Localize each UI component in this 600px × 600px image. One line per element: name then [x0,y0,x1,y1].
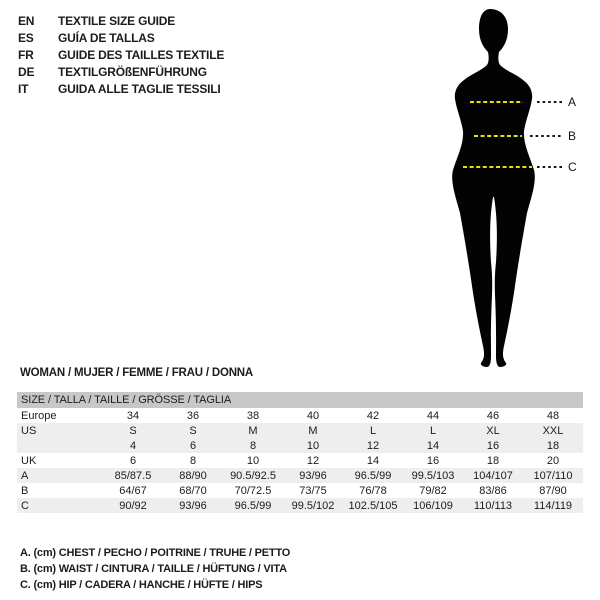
table-cell: 18 [486,454,500,467]
table-cell: 46 [486,409,500,422]
table-cell: 10 [306,439,320,452]
woman-silhouette-svg [430,0,600,380]
legend-hip: C. (cm) HIP / CADERA / HANCHE / HÜFTE / HIPS [20,579,263,591]
table-cell: M [308,424,318,437]
measure-label-b: B [568,129,577,143]
table-cell: L [429,424,437,437]
measurement-legend [20,545,290,593]
table-cell: 90.5/92.5 [230,469,276,482]
table-cell: 16 [426,454,440,467]
row-label: B [21,484,29,497]
section-title: WOMAN / MUJER / FEMME / FRAU / DONNA [20,367,254,379]
row-label: US [21,424,37,437]
table-cell: 83/86 [479,484,507,497]
table-row-hip-c [17,498,583,513]
table-row-uk [17,453,583,468]
table-cell: 36 [186,409,200,422]
table-cell: 99.5/103 [411,469,455,482]
guide-title-it: GUIDA ALLE TAGLIE TESSILI [58,81,221,96]
table-cell: 38 [246,409,260,422]
guide-title-de: TEXTILGRÖßENFÜHRUNG [58,64,207,79]
table-cell: 79/82 [419,484,447,497]
table-cell: 68/70 [179,484,207,497]
table-cell: 106/109 [413,499,453,512]
table-row-us-numbers [17,438,583,453]
table-cell: 70/72.5 [234,484,272,497]
size-table-header: SIZE / TALLA / TAILLE / GRÖSSE / TAGLIA [17,392,583,408]
language-row-en [18,12,348,29]
table-cell: 34 [126,409,140,422]
table-cell: L [369,424,377,437]
table-cell: 20 [546,454,560,467]
table-cell: 104/107 [473,469,513,482]
woman-silhouette-icon [452,9,535,367]
table-row-us-letters [17,423,583,438]
measure-label-a: A [568,95,577,109]
row-label: A [21,469,29,482]
legend-chest: A. (cm) CHEST / PECHO / POITRINE / TRUHE / PETTO [20,547,291,559]
table-cell: 40 [306,409,320,422]
table-cell: 96.5/99 [234,499,272,512]
table-cell: 14 [366,454,380,467]
table-cell: 85/87.5 [114,469,152,482]
table-cell: 87/90 [539,484,567,497]
row-label: Europe [21,409,57,422]
measurement-figure [430,0,600,380]
language-code-fr: FR [18,47,34,62]
table-cell: 18 [546,439,560,452]
language-row-it [18,80,348,97]
table-cell: 12 [366,439,380,452]
table-cell: S [129,424,137,437]
table-row-europe [17,408,583,423]
table-row-chest-a [17,468,583,483]
language-row-de [18,63,348,80]
row-label: UK [21,454,37,467]
table-cell: 16 [486,439,500,452]
table-cell: 114/119 [533,499,573,512]
table-cell: 14 [426,439,440,452]
row-label: C [21,499,29,512]
language-row-es [18,29,348,46]
table-cell: 64/67 [119,484,147,497]
table-cell: 12 [306,454,320,467]
guide-title-fr: GUIDE DES TAILLES TEXTILE [58,47,225,62]
table-cell: 93/96 [299,469,327,482]
language-code-it: IT [18,81,29,96]
measure-label-c: C [568,160,577,174]
table-cell: 73/75 [299,484,327,497]
language-guide-block [18,12,348,97]
table-cell: 110/113 [473,499,513,512]
language-code-de: DE [18,64,35,79]
language-row-fr [18,46,348,63]
table-cell: XL [486,424,500,437]
table-cell: 4 [129,439,137,452]
table-cell: XXL [542,424,564,437]
table-cell: M [248,424,258,437]
guide-title-en: TEXTILE SIZE GUIDE [58,13,176,28]
table-cell: 88/90 [179,469,207,482]
table-cell: 96.5/99 [354,469,392,482]
language-code-es: ES [18,30,34,45]
table-cell: S [189,424,197,437]
language-code-en: EN [18,13,35,28]
table-cell: 99.5/102 [291,499,335,512]
table-cell: 6 [189,439,197,452]
table-cell: 48 [546,409,560,422]
table-cell: 8 [249,439,257,452]
table-cell: 76/78 [359,484,387,497]
table-cell: 8 [189,454,197,467]
table-cell: 102.5/105 [348,499,398,512]
table-cell: 10 [246,454,260,467]
table-cell: 6 [129,454,137,467]
guide-title-es: GUÍA DE TALLAS [58,30,155,45]
size-table [17,392,583,513]
legend-waist: B. (cm) WAIST / CINTURA / TAILLE / HÜFTUNG / VITA [20,563,287,575]
table-cell: 107/110 [533,469,573,482]
table-cell: 44 [426,409,440,422]
table-cell: 90/92 [119,499,147,512]
table-cell: 93/96 [179,499,207,512]
table-cell: 42 [366,409,380,422]
table-row-waist-b [17,483,583,498]
